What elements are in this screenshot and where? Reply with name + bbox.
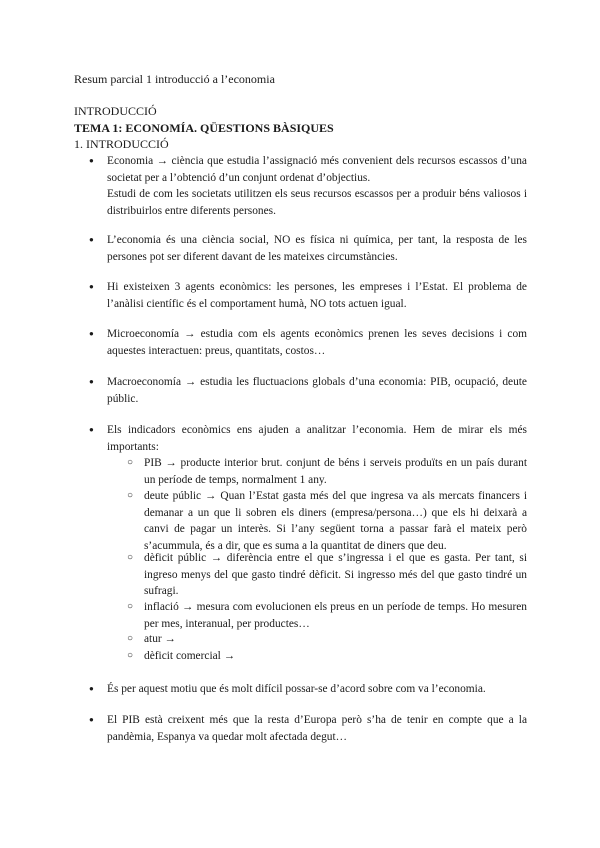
indicator-text: ○ deute públic → Quan l’Estat gasta més del que ingresa va als mercats financers i demanar a un que li sobren els diners (empresa/persona…) que els hi deixarà a canvi de pagar un interès. Si l’any següent torna a passar farà el mateix però s’acummula, és a dir, que es suma a la quantitat de diners que deu. (144, 490, 527, 552)
subsection-heading: 1. INTRODUCCIÓ (74, 137, 169, 151)
sub-list-item (144, 648, 527, 665)
section-heading-tema: TEMA 1: ECONOMÍA. QÜESTIONS BÀSIQUES (74, 121, 334, 135)
indicator-text: ○ PIB → producte interior brut. conjunt de béns i serveis produïts en un país durant un període de temps, normalment 1 any. (144, 457, 527, 486)
sub-list-item (144, 550, 527, 600)
indicator-text: ○ dèficit públic → diferència entre el que s’ingressa i el que es gasta. Per tant, si ingreso menys del que gasto tindré dèficit. Si ingresso més del que gasto tindré un sufragi. (144, 552, 527, 598)
bullet-text: ● Economia → ciència que estudia l’assignació més convenient dels recursos escassos d’una societat per a l’obtenció d’un conjunt ordenat d’objectius. (107, 155, 527, 184)
list-item (107, 153, 527, 219)
sub-list-item (144, 455, 527, 488)
document-title: Resum parcial 1 introducció a l’economia (74, 72, 275, 86)
list-item (107, 374, 527, 407)
bullet-text: ● Els indicadors econòmics ens ajuden a analitzar l’economia. Hem de mirar els més importants: (107, 424, 527, 453)
list-item (107, 712, 527, 745)
sub-list-item (144, 599, 527, 632)
bullet-text: ● Hi existeixen 3 agents econòmics: les persones, les empreses i l’Estat. El problema de l’anàlisi científic és el comportament humà, NO tots actuen igual. (107, 281, 527, 310)
bullet-text: ● És per aquest motiu que és molt difícil possar-se d’acord sobre com va l’economia. (107, 683, 486, 695)
indicator-text: ○ atur → (144, 633, 176, 645)
list-item (107, 326, 527, 359)
bullet-text: ● El PIB està creixent més que la resta d’Europa però s’ha de tenir en compte que a la pandèmia, Espanya va quedar molt afectada degut… (107, 714, 527, 743)
bullet-text: ● L’economia és una ciència social, NO es física ni química, per tant, la resposta de les persones pot ser diferent davant de les mateixes circumstàncies. (107, 234, 527, 263)
indicator-text: ○ dèficit comercial → (144, 650, 236, 662)
list-item (107, 422, 527, 455)
indicator-text: ○ inflació → mesura com evolucionen els preus en un període de temps. Ho mesuren per mes, interanual, per productes… (144, 601, 527, 630)
list-item (107, 232, 527, 265)
sub-list-item (144, 631, 527, 648)
bullet-text: ● Microeconomía → estudia com els agents econòmics prenen les seves decisions i com aquestes interactuen: preus, quantitats, costos… (107, 328, 527, 357)
list-item (107, 681, 527, 698)
bullet-text: ● Macroeconomía → estudia les fluctuacions globals d’una economia: PIB, ocupació, deute públic. (107, 376, 527, 405)
section-heading-intro: INTRODUCCIÓ (74, 104, 157, 118)
bullet-text-continued: Estudi de com les societats utilitzen els seus recursos escassos per a produir béns valiosos i distribuirlos entre diferents persones. (107, 188, 527, 217)
sub-list-item (144, 488, 527, 554)
list-item (107, 279, 527, 312)
